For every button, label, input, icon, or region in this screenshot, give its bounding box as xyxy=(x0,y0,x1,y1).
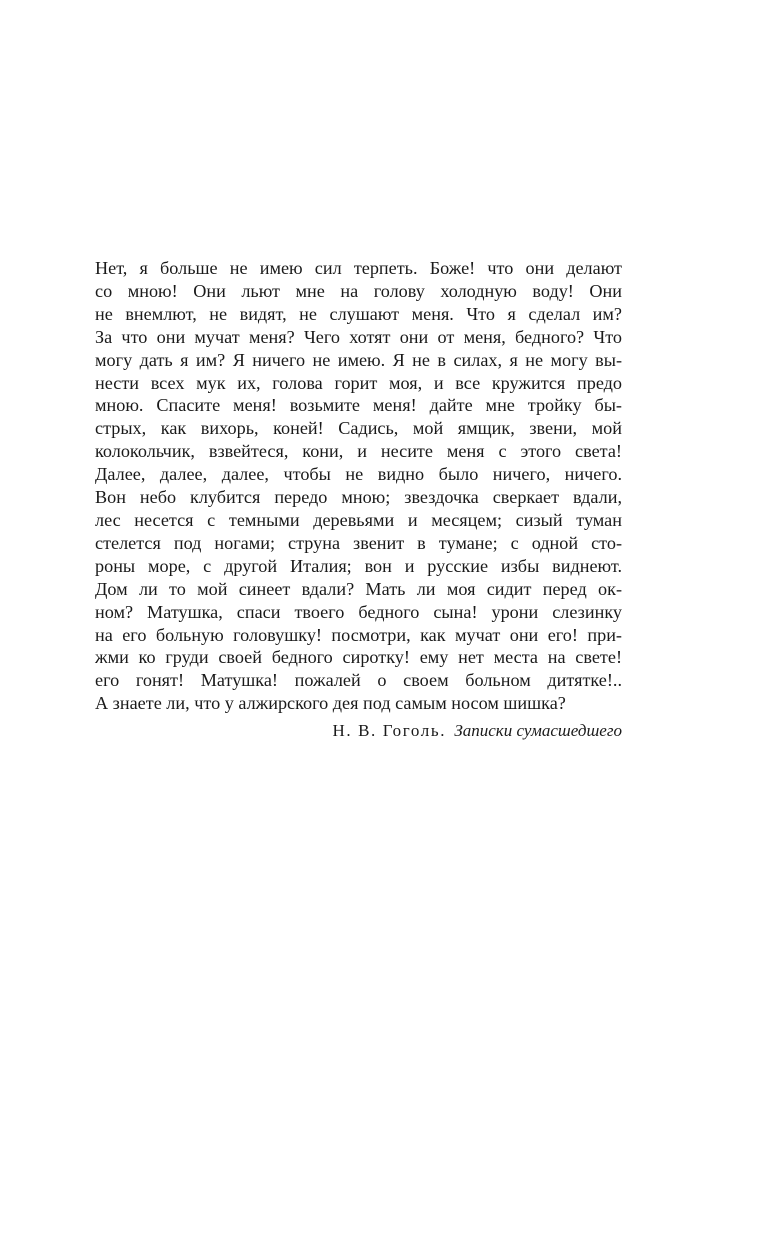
text-line: мною. Спасите меня! возьмите меня! дайте мне тройку бы- xyxy=(95,395,622,416)
text-line: лес несется с темными деревьями и месяцем; сизый туман xyxy=(95,509,622,530)
text-line: ном? Матушка, спаси твоего бедного сына! урони слезинку xyxy=(95,601,622,622)
text-line: стелется под ногами; струна звенит в тумане; с одной сто- xyxy=(95,532,622,553)
text-line: Вон небо клубится передо мною; звездочка сверкает вдали, xyxy=(95,487,622,508)
epigraph-text xyxy=(95,257,622,715)
text-line: жми ко груди своей бедного сиротку! ему нет места на свете! xyxy=(95,647,622,668)
text-line: Дом ли то мой синеет вдали? Мать ли моя сидит перед ок- xyxy=(95,578,622,599)
text-line: Нет, я больше не имею сил терпеть. Боже! что они делают xyxy=(95,258,622,278)
text-line: его гонят! Матушка! пожалей о своем больном дитятке!.. xyxy=(95,670,622,691)
text-line: со мною! Они льют мне на голову холодную воду! Они xyxy=(95,280,622,301)
text-line: на его больную головушку! посмотри, как мучат они его! при- xyxy=(95,624,622,645)
text-line: За что они мучат меня? Чего хотят они от меня, бедного? Что xyxy=(95,326,622,347)
text-line: могу дать я им? Я ничего не имею. Я не в силах, я не могу вы- xyxy=(95,349,622,370)
text-line: колокольчик, взвейтеся, кони, и несите меня с этого света! xyxy=(95,441,622,462)
text-line: нести всех мук их, голова горит моя, и все кружится предо xyxy=(95,372,622,393)
attribution xyxy=(95,720,622,742)
text-line: не внемлют, не видят, не слушают меня. Что я сделал им? xyxy=(95,303,622,324)
author-name: Н. В. Гоголь. xyxy=(332,721,447,741)
text-line: Далее, далее, далее, чтобы не видно было ничего, ничего. xyxy=(95,464,622,485)
work-title: Записки сумасшедшего xyxy=(454,721,622,741)
text-line: роны море, с другой Италия; вон и русские избы виднеют. xyxy=(95,555,622,576)
epigraph xyxy=(95,257,622,742)
text-line: стрых, как вихорь, коней! Садись, мой ямщик, звени, мой xyxy=(95,418,622,439)
text-line: А знаете ли, что у алжирского дея под самым носом шишка? xyxy=(95,693,566,714)
